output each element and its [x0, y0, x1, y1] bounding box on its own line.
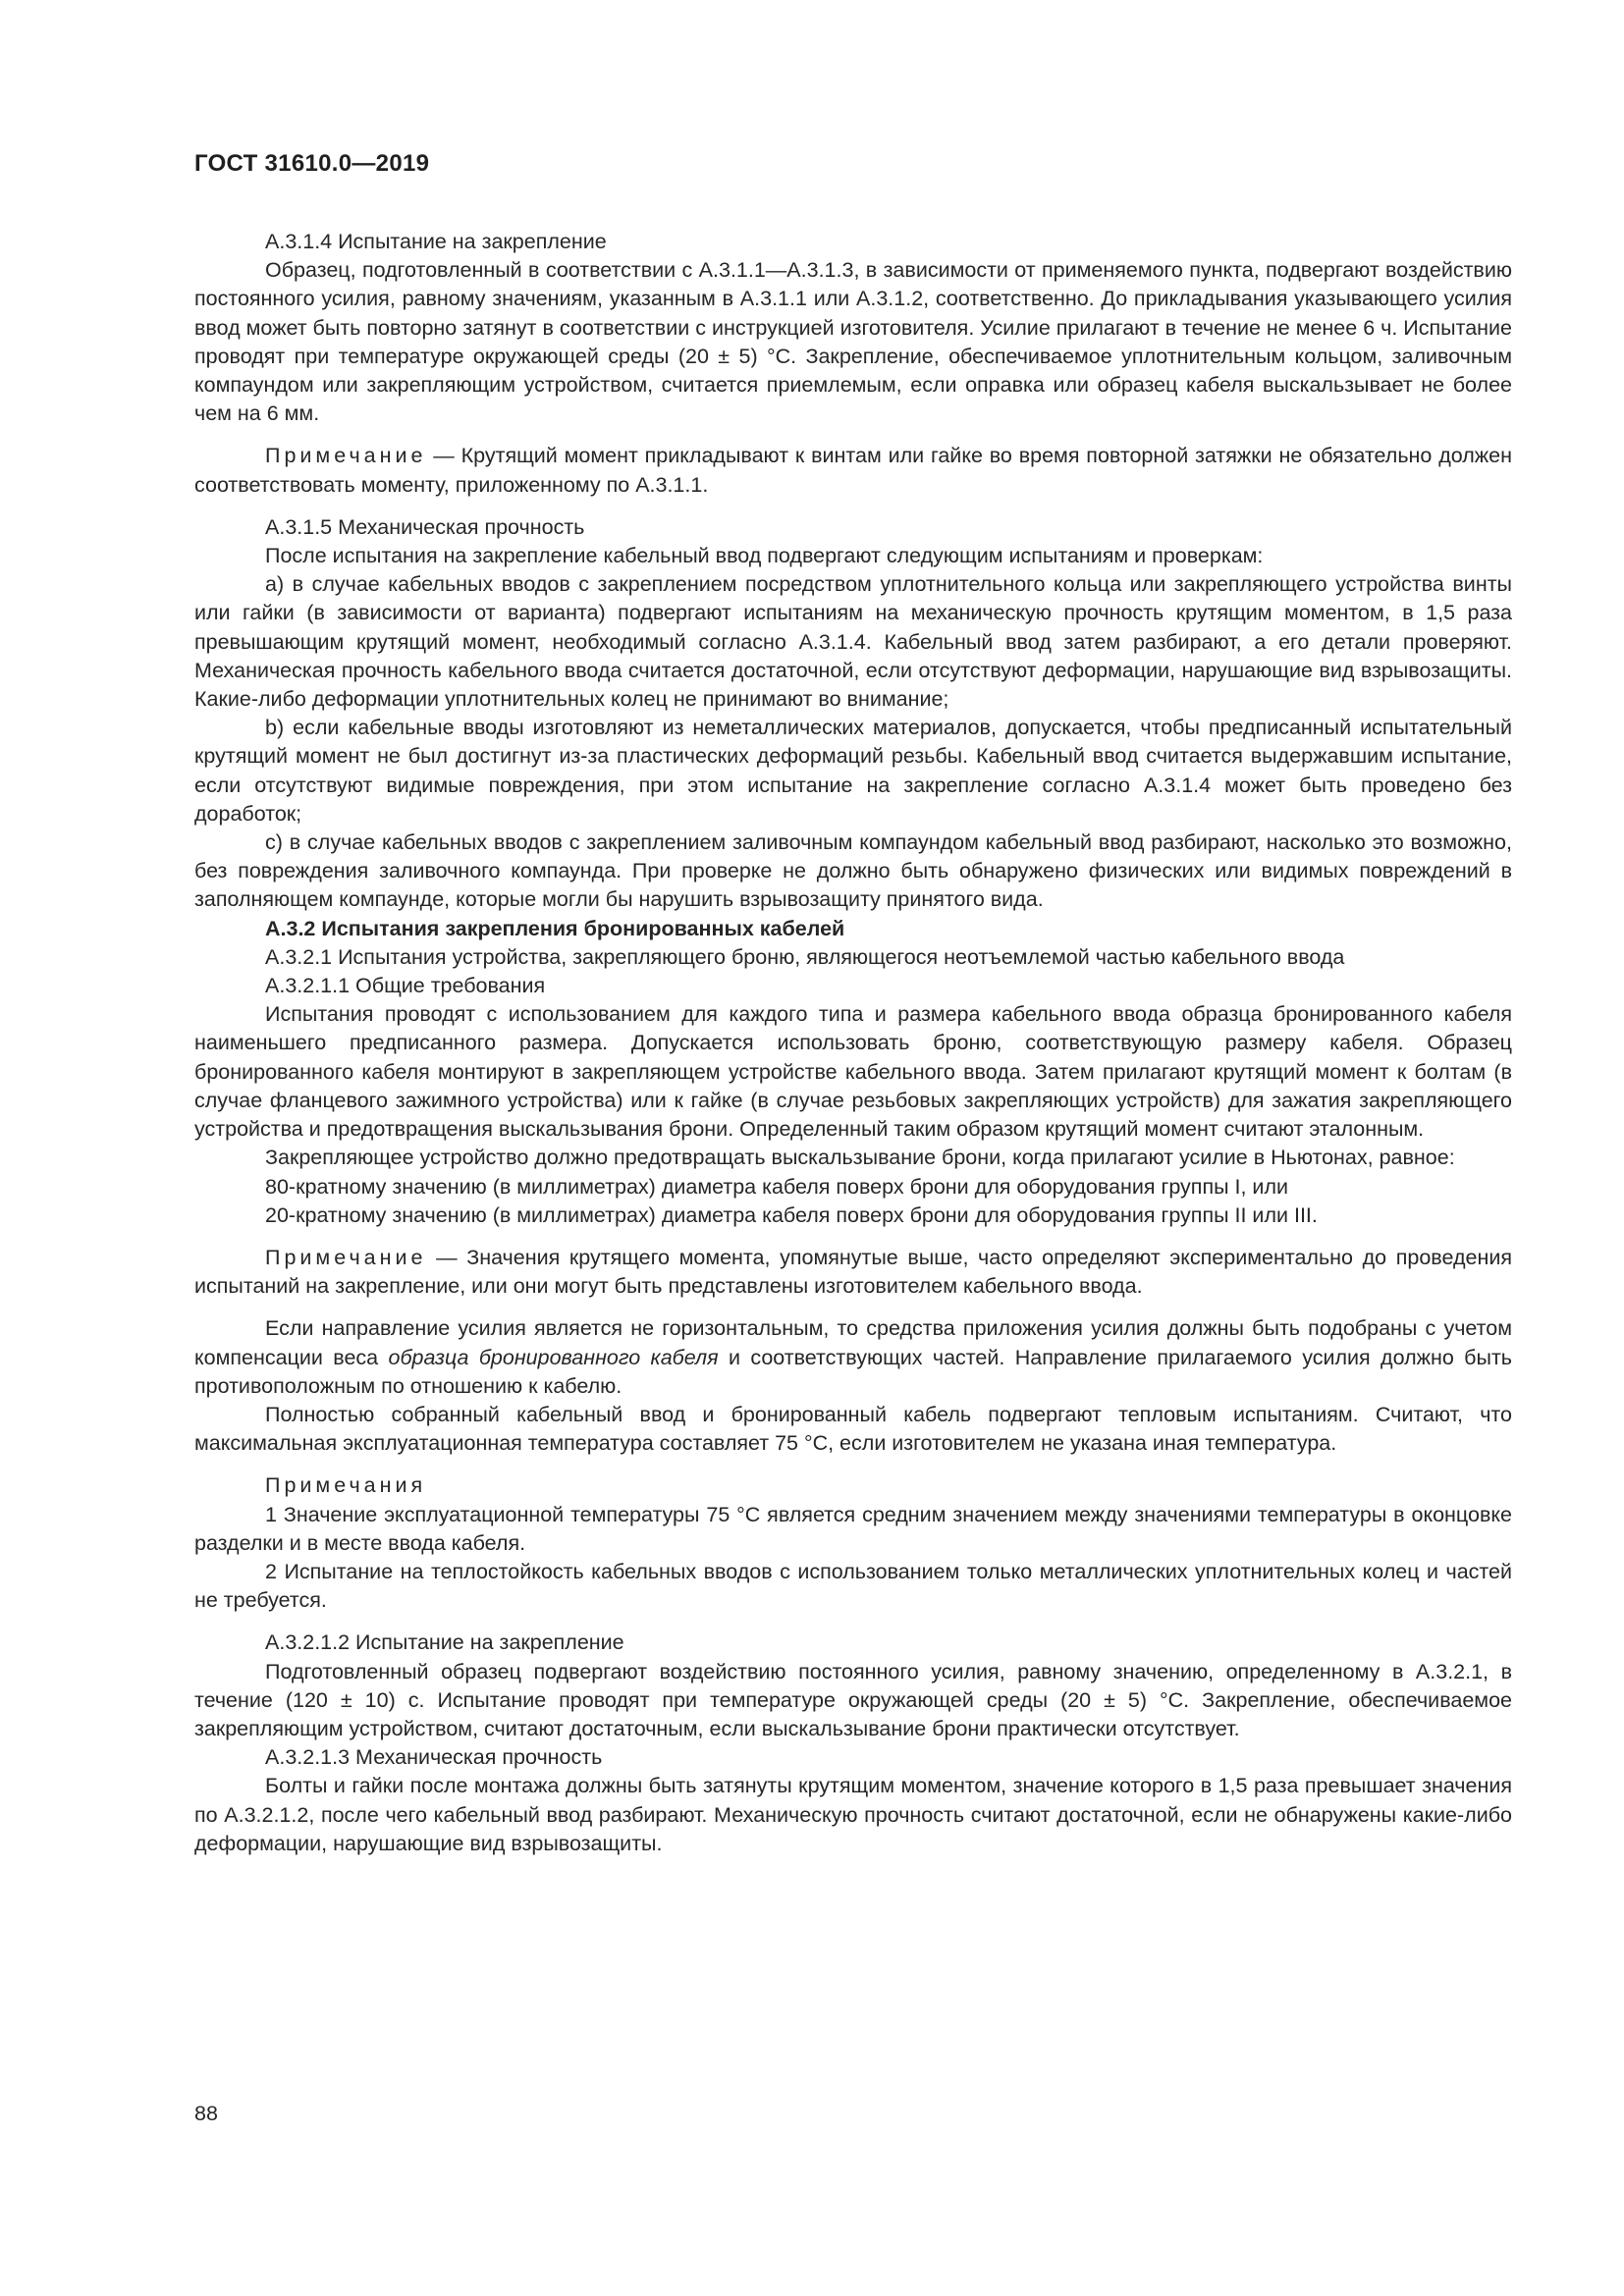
paragraph-italic-text: образца бронированного кабеля	[388, 1345, 719, 1369]
paragraph: Закрепляющее устройство должно предотвращать выскальзывание брони, когда прилагают усилие в Ньютонах, равное:	[265, 1146, 1455, 1170]
notes-label: Примечания	[265, 1473, 427, 1498]
list-item-a: а) в случае кабельных вводов с закреплением посредством уплотнительного кольца или закрепляющего устройства винты или гайки (в зависимости от варианта) подвергают испытаниям на механическую прочность крутящим моментом, в 1,5 раза превышающим крутящий момент, необходимый согласно А.3.1.4. Кабельный ввод затем разбирают, а его детали проверяют. Механическая прочность кабельного ввода считается достаточной, если отсутствуют деформации, нарушающие вид взрывозащиты. Какие-либо деформации уплотнительных колец не принимают во внимание;	[194, 572, 1512, 712]
paragraph: 20-кратному значению (в миллиметрах) диаметра кабеля поверх брони для оборудования группы II или III.	[265, 1202, 1318, 1227]
list-item-c: c) в случае кабельных вводов с закреплением заливочным компаундом кабельный ввод разбирают, насколько это возможно, без повреждения заливочного компаунда. При проверке не должно быть обнаружено физических или видимых повреждений в заполняющем компаунде, которые могли бы нарушить взрывозащиту принятого вида.	[194, 830, 1512, 912]
paragraph: Болты и гайки после монтажа должны быть затянуты крутящим моментом, значение которого в 1,5 раза превышает значения по А.3.2.1.2, после чего кабельный ввод разбирают. Механическую прочность считают достаточной, если не обнаружены какие-либо деформации, нарушающие вид взрывозащиты.	[194, 1774, 1512, 1855]
document-header: ГОСТ 31610.0—2019	[194, 150, 430, 177]
note-item-1: 1 Значение эксплуатационной температуры 75 °С является средним значением между значениями температуры в оконцовке разделки и в месте ввода кабеля.	[194, 1502, 1512, 1555]
list-item-b: b) если кабельные вводы изготовляют из неметаллических материалов, допускается, чтобы предписанный испытательный крутящий момент не был достигнут из-за пластических деформаций резьбы. Кабельный ввод считается выдержавшим испытание, если отсутствуют видимые повреждения, при этом испытание на закрепление согласно А.3.1.4 может быть проведено без доработок;	[194, 716, 1512, 826]
section-title-a3-1-4: А.3.1.4 Испытание на закрепление	[265, 230, 607, 253]
subsection-title-a3-2-1-2: А.3.2.1.2 Испытание на закрепление	[265, 1630, 624, 1655]
paragraph-text: и соответствующих частей. Направление прилагаемого усилия должно быть противоположным по отношению к кабелю.	[194, 1345, 1512, 1398]
subsection-title-a3-2-1-3: А.3.2.1.3 Механическая прочность	[265, 1745, 603, 1770]
note	[194, 442, 1512, 499]
subsection-title-a3-2-1-1: А.3.2.1.1 Общие требования	[265, 974, 546, 998]
paragraph-text: Если направление усилия является не горизонтальным, то средства приложения усилия должны быть подобраны с учетом компенсации веса	[194, 1316, 1512, 1369]
paragraph: Образец, подготовленный в соответствии с А.3.1.1—А.3.1.3, в зависимости от применяемого пункта, подвергают воздействию постоянного усилия, равному значениям, указанным в А.3.1.1 или А.3.1.2, соответственно. До прикладывания указывающего усилия ввод может быть повторно затянут в соответствии с инструкцией изготовителя. Усилие прилагают в течение не менее 6 ч. Испытание проводят при температуре окружающей среды (20 ± 5) °С. Закрепление, обеспечиваемое уплотнительным кольцом, заливочным компаундом или закрепляющим устройством, считается приемлемым, если оправка или образец кабеля выскальзывает не более чем на 6 мм.	[194, 258, 1512, 426]
note	[194, 1244, 1512, 1301]
note-text: — Значения крутящего момента, упомянутые выше, часто определяют экспериментально до проведения испытаний на закрепление, или они могут быть представлены изготовителем кабельного ввода.	[194, 1245, 1512, 1299]
section-title-a3-2: А.3.2 Испытания закрепления бронированных кабелей	[265, 916, 845, 940]
section-title-a3-1-5: А.3.1.5 Механическая прочность	[265, 514, 585, 539]
paragraph: 80-кратному значению (в миллиметрах) диаметра кабеля поверх брони для оборудования группы I, или	[265, 1174, 1288, 1199]
note-label: Примечание	[265, 444, 427, 468]
paragraph: Испытания проводят с использованием для каждого типа и размера кабельного ввода образца бронированного кабеля наименьшего предписанного размера. Допускается использовать броню, соответствующую размеру кабеля. Образец бронированного кабеля монтируют в закрепляющем устройстве кабельного ввода. Затем прилагают крутящий момент к болтам (в случае фланцевого зажимного устройства) или к гайке (в случае резьбовых закрепляющих устройств) для зажатия закрепляющего устройства и предотвращения выскальзывания брони. Определенный таким образом крутящий момент считают эталонным.	[194, 1002, 1512, 1142]
paragraph	[194, 1314, 1512, 1401]
note-label: Примечание	[265, 1245, 427, 1269]
paragraph: Подготовленный образец подвергают воздействию постоянного усилия, равному значению, определенному в А.3.2.1, в течение (120 ± 10) с. Испытание проводят при температуре окружающей среды (20 ± 5) °С. Закрепление, обеспечиваемое закрепляющим устройством, считают достаточным, если выскальзывание брони практически отсутствует.	[194, 1659, 1512, 1740]
page-number: 88	[194, 2102, 218, 2125]
note-text: — Крутящий момент прикладывают к винтам или гайке во время повторной затяжки не обязательно должен соответствовать моменту, приложенному по А.3.1.1.	[194, 444, 1512, 497]
document-body	[194, 228, 1512, 1858]
note-item-2: 2 Испытание на теплостойкость кабельных вводов с использованием только металлических уплотнительных колец и частей не требуется.	[194, 1559, 1512, 1613]
paragraph: Полностью собранный кабельный ввод и бронированный кабель подвергают тепловым испытаниям. Считают, что максимальная эксплуатационная температура составляет 75 °С, если изготовителем не указана иная температура.	[194, 1402, 1512, 1456]
subsection-title-a3-2-1: А.3.2.1 Испытания устройства, закрепляющего броню, являющегося неотъемлемой частью кабельного ввода	[265, 944, 1345, 969]
paragraph: После испытания на закрепление кабельный ввод подвергают следующим испытаниям и проверкам:	[265, 544, 1264, 568]
